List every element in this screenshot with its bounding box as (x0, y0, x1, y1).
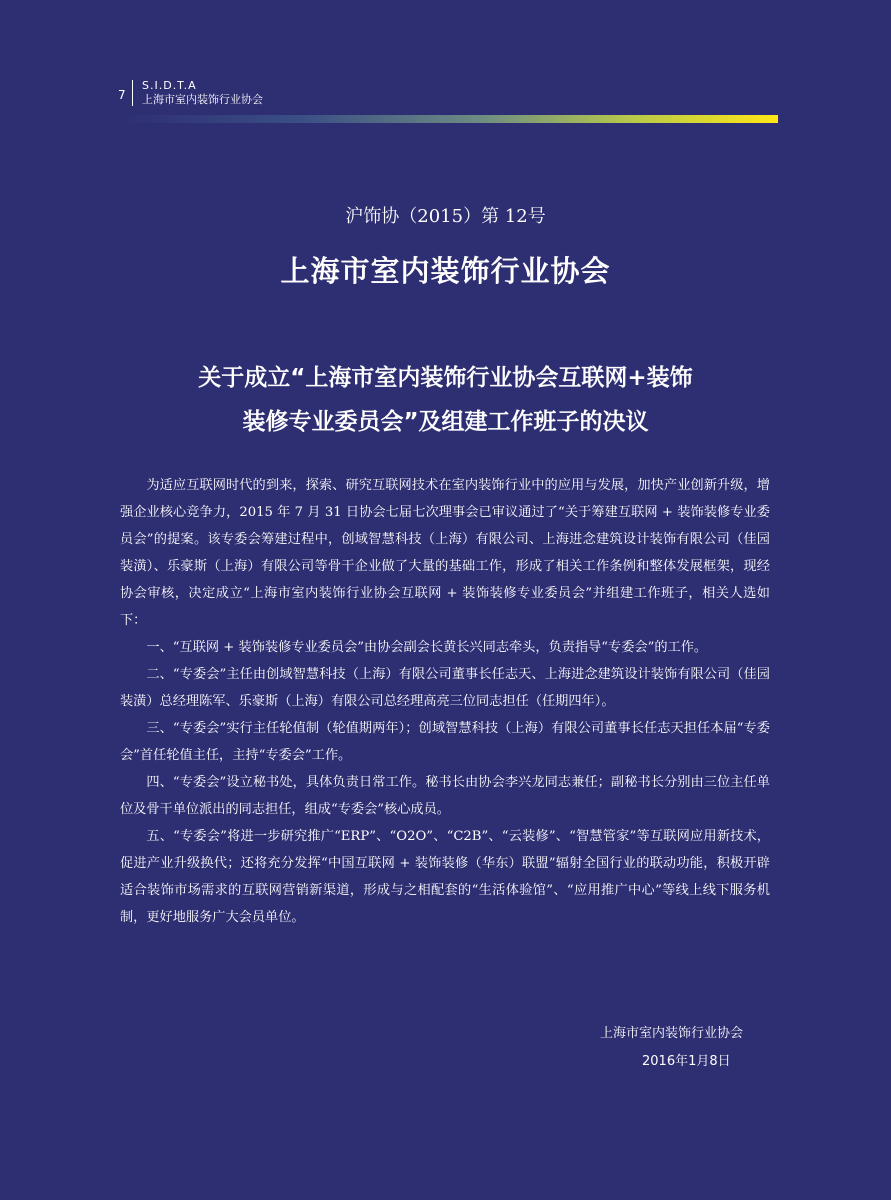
document-body (120, 472, 770, 931)
signature-organization: 上海市室内装饰行业协会 (600, 1026, 744, 1041)
resolution-title-line-1: 关于成立“上海市室内装饰行业协会互联网+装饰 (198, 365, 693, 391)
header-text (142, 79, 263, 107)
page-number: 7 (118, 88, 126, 102)
body-paragraph-5: 五、“专委会”将进一步研究推广“ERP”、“O2O”、“C2B”、“云装修”、“智慧管家”等互联网应用新技术，促进产业升级换代；还将充分发挥“中国互联网 + 装饰装修（华东）联盟”辐射全国行业的联动功能，积极开辟适合装饰市场需求的互联网营销新渠道，形成与之相配套的“生活体验馆”、“应用推广中心”等线上线下服务机制，更好地服务广大会员单位。 (120, 829, 770, 925)
body-paragraph-intro: 为适应互联网时代的到来，探索、研究互联网技术在室内装饰行业中的应用与发展，加快产业创新升级，增强企业核心竞争力，2015 年 7 月 31 日协会七届七次理事会已审议通过了“关于筹建互联网 + 装饰装修专业委员会”的提案。该专委会筹建过程中，创域智慧科技（上海）有限公司、上海进念建筑设计装饰有限公司（佳园装潢）、乐豪斯（上海）有限公司等骨干企业做了大量的基础工作，形成了相关工作条例和整体发展框架，现经协会审核，决定成立“上海市室内装饰行业协会互联网 + 装饰装修专业委员会”并组建工作班子，相关人选如下： (120, 478, 770, 628)
header-divider (132, 80, 133, 106)
header-organization: 上海市室内装饰行业协会 (142, 93, 263, 106)
body-paragraph-3: 三、“专委会”实行主任轮值制（轮值期两年）；创域智慧科技（上海）有限公司董事长任志天担任本届“专委会”首任轮值主任，主持“专委会”工作。 (120, 721, 770, 763)
header-gradient-bar (118, 115, 778, 123)
page-header (118, 78, 778, 108)
signature-date: 2016年1月8日 (642, 1054, 731, 1069)
signature-block (600, 1020, 800, 1076)
body-paragraph-2: 二、“专委会”主任由创域智慧科技（上海）有限公司董事长任志天、上海进念建筑设计装饰有限公司（佳园装潢）总经理陈军、乐豪斯（上海）有限公司总经理高亮三位同志担任（任期四年）。 (120, 667, 770, 709)
body-paragraph-1: 一、“互联网 + 装饰装修专业委员会”由协会副会长黄长兴同志牵头，负责指导“专委会”的工作。 (146, 640, 708, 655)
resolution-title-line-2: 装修专业委员会”及组建工作班子的决议 (242, 409, 649, 435)
document-number: 沪饰协（2015）第 12号 (345, 206, 546, 227)
resolution-title (0, 356, 891, 444)
body-paragraph-4: 四、“专委会”设立秘书处，具体负责日常工作。秘书长由协会李兴龙同志兼任；副秘书长分别由三位主任单位及骨干单位派出的同志担任，组成“专委会”核心成员。 (120, 775, 770, 817)
header-abbreviation: S.I.D.T.A (142, 79, 197, 92)
organization-title: 上海市室内装饰行业协会 (280, 254, 611, 288)
